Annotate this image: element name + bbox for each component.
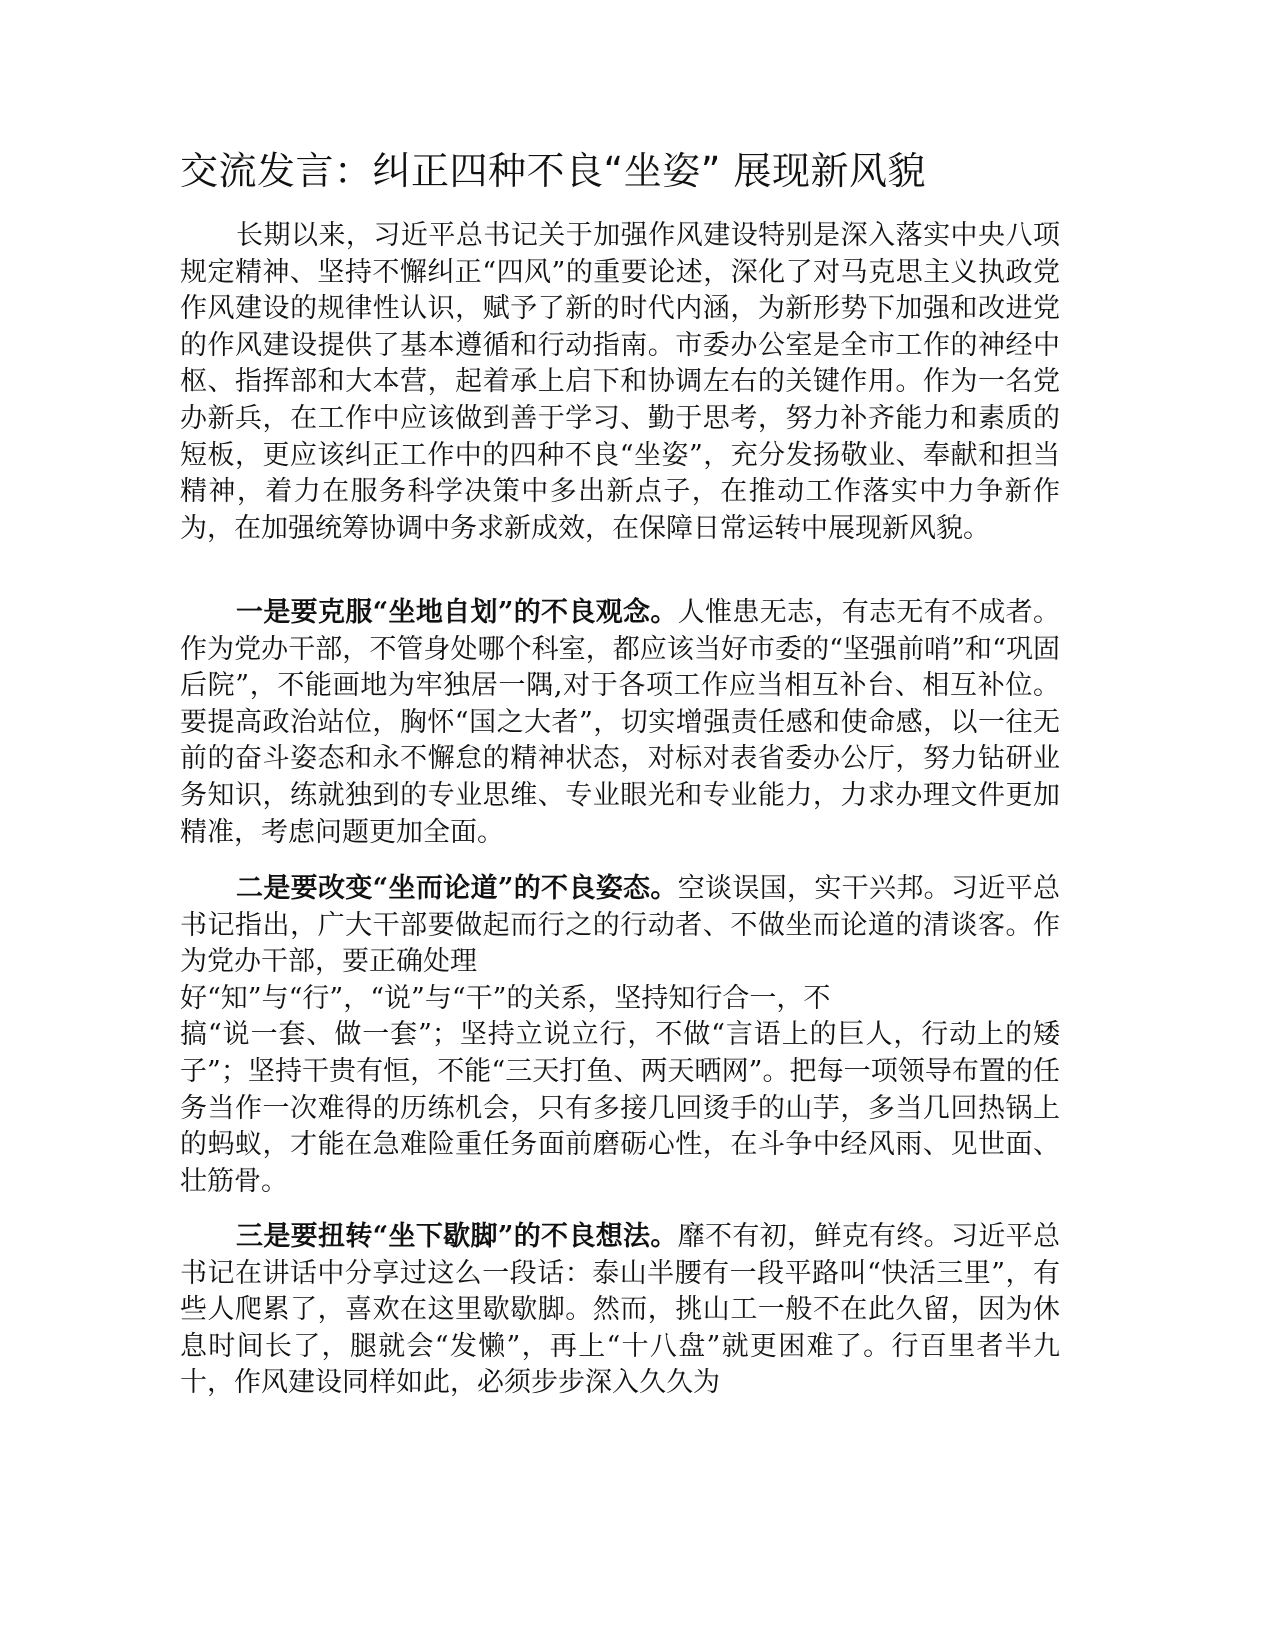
document-title: 交流发言：纠正四种不良“坐姿” 展现新风貌 [180, 149, 926, 193]
paragraph-point-two [180, 871, 1060, 1200]
paragraph-intro [180, 218, 1060, 547]
paragraph-text: 长期以来，习近平总书记关于加强作风建设特别是深入落实中央八项规定精神、坚持不懈纠正“四风”的重要论述，深化了对马克思主义执政党作风建设的规律性认识，赋予了新的时代内涵，为新形势下加强和改进党的作风建设提供了基本遵循和行动指南。市委办公室是全市工作的神经中枢、指挥部和大本营，起着承上启下和协调左右的关键作用。作为一名党办新兵，在工作中应该做到善于学习、勤于思考，努力补齐能力和素质的短板，更应该纠正工作中的四种不良“坐姿”，充分发扬敬业、奉献和担当精神，着力在服务科学决策中多出新点子，在推动工作落实中力争新作为，在加强统筹协调中务求新成效，在保障日常运转中展现新风貌。 [180, 220, 1060, 544]
paragraph-lead: 二是要改变“坐而论道”的不良姿态。 [236, 873, 678, 904]
paragraph-text-line: 好“知”与“行”，“说”与“干”的关系，坚持知行合一，不 [180, 982, 831, 1014]
paragraph-lead: 三是要扭转“坐下歇脚”的不良想法。 [236, 1221, 678, 1252]
paragraph-lead: 一是要克服“坐地自划”的不良观念。 [236, 597, 678, 628]
document-page [180, 0, 1060, 1650]
paragraph-text: 人惟患无志，有志无有不成者。作为党办干部，不管身处哪个科室，都应该当好市委的“坚强前哨”和“巩固后院”，不能画地为牢独居一隅,对于各项工作应当相互补台、相互补位。要提高政治站位，胸怀“国之大者”，切实增强责任感和使命感，以一往无前的奋斗姿态和永不懈怠的精神状态，对标对表省委办公厅，努力钻研业务知识，练就独到的专业思维、专业眼光和专业能力，力求办理文件更加精准，考虑问题更加全面。 [180, 597, 1061, 848]
paragraph-text: 靡不有初，鲜克有终。习近平总书记在讲话中分享过这么一段话：泰山半腰有一段平路叫“快活三里”，有些人爬累了，喜欢在这里歇歇脚。然而，挑山工一般不在此久留，因为休息时间长了，腿就会“发懒”，再上“十八盘”就更困难了。行百里者半九十，作风建设同样如此，必须步步深入久久为 [180, 1221, 1061, 1399]
paragraph-text-rest: 搞“说一套、做一套”；坚持立说立行，不做“言语上的巨人，行动上的矮子”；坚持干贵有恒，不能“三天打鱼、两天晒网”。把每一项领导布置的任务当作一次难得的历练机会，只有多接几回烫手的山芋，多当几回热锅上的蚂蚁，才能在急难险重任务面前磨砺心性，在斗争中经风雨、见世面、壮筋骨。 [180, 1019, 1060, 1197]
paragraph-text: 空谈误国，实干兴邦。习近平总书记指出，广大干部要做起而行之的行动者、不做坐而论道的清谈客。作为党办干部，要正确处理 [180, 873, 1061, 978]
paragraph-point-one [180, 595, 1060, 851]
paragraph-point-three [180, 1219, 1060, 1402]
